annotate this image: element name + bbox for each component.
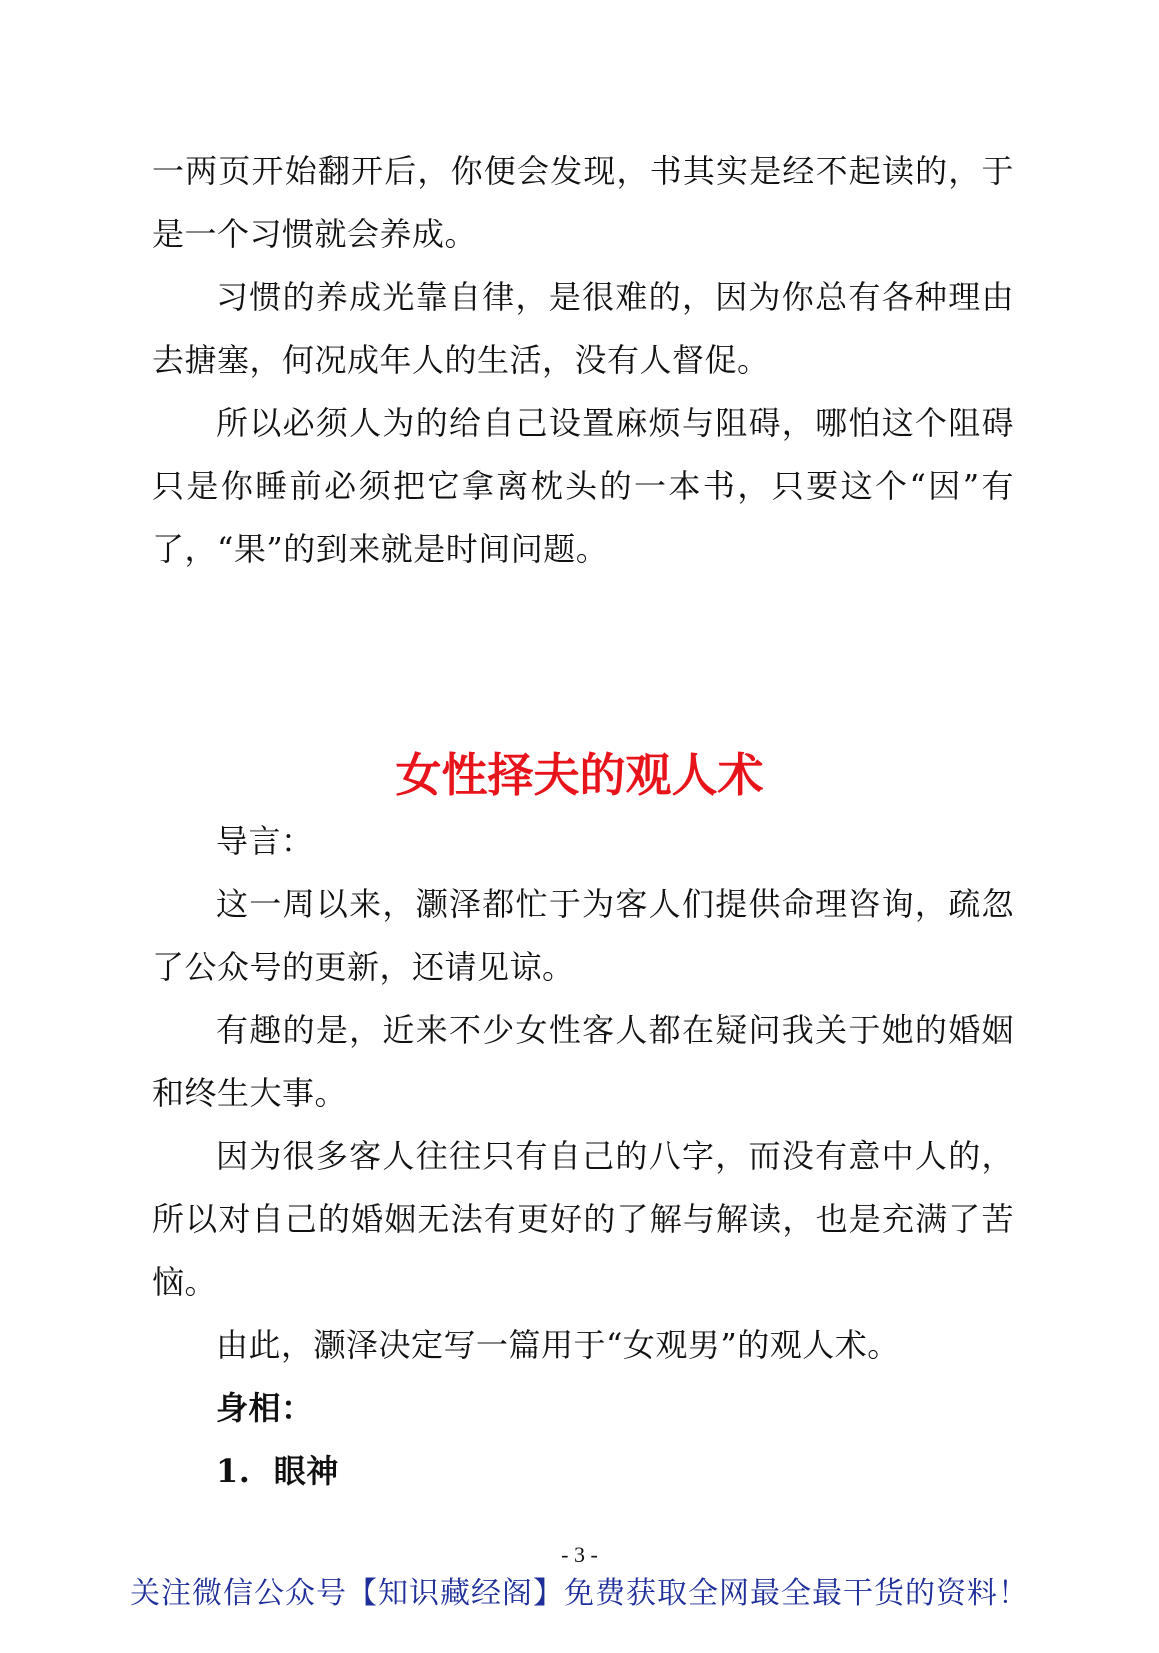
footer-promo-text: 关注微信公众号【知识藏经阁】免费获取全网最全最干货的资料！	[130, 1576, 1029, 1611]
paragraph: 一两页开始翻开后，你便会发现，书其实是经不起读的，于是一个习惯就会养成。	[152, 152, 1014, 253]
top-text-block	[152, 140, 1014, 581]
paragraph: 所以必须人为的给自己设置麻烦与阻碍，哪怕这个阻碍只是你睡前必须把它拿离枕头的一本书，只要这个“因”有了，“果”的到来就是时间问题。	[152, 404, 1014, 568]
paragraph: 这一周以来，灏泽都忙于为客人们提供命理咨询，疏忽了公众号的更新，还请见谅。	[152, 885, 1014, 986]
article-body	[152, 810, 1014, 1503]
section-heading: 身相：	[216, 1389, 314, 1427]
page-number: - 3 -	[561, 1542, 598, 1567]
subsection-heading: 1. 眼神	[216, 1452, 339, 1490]
intro-label: 导言：	[216, 822, 314, 860]
paragraph: 由此，灏泽决定写一篇用于“女观男”的观人术。	[216, 1326, 900, 1364]
paragraph: 有趣的是，近来不少女性客人都在疑问我关于她的婚姻和终生大事。	[152, 1011, 1014, 1112]
paragraph: 因为很多客人往往只有自己的八字，而没有意中人的，所以对自己的婚姻无法有更好的了解与解读，也是充满了苦恼。	[152, 1137, 1014, 1301]
article-title: 女性择夫的观人术	[395, 748, 764, 802]
paragraph: 习惯的养成光靠自律，是很难的，因为你总有各种理由去搪塞，何况成年人的生活，没有人督促。	[152, 278, 1014, 379]
